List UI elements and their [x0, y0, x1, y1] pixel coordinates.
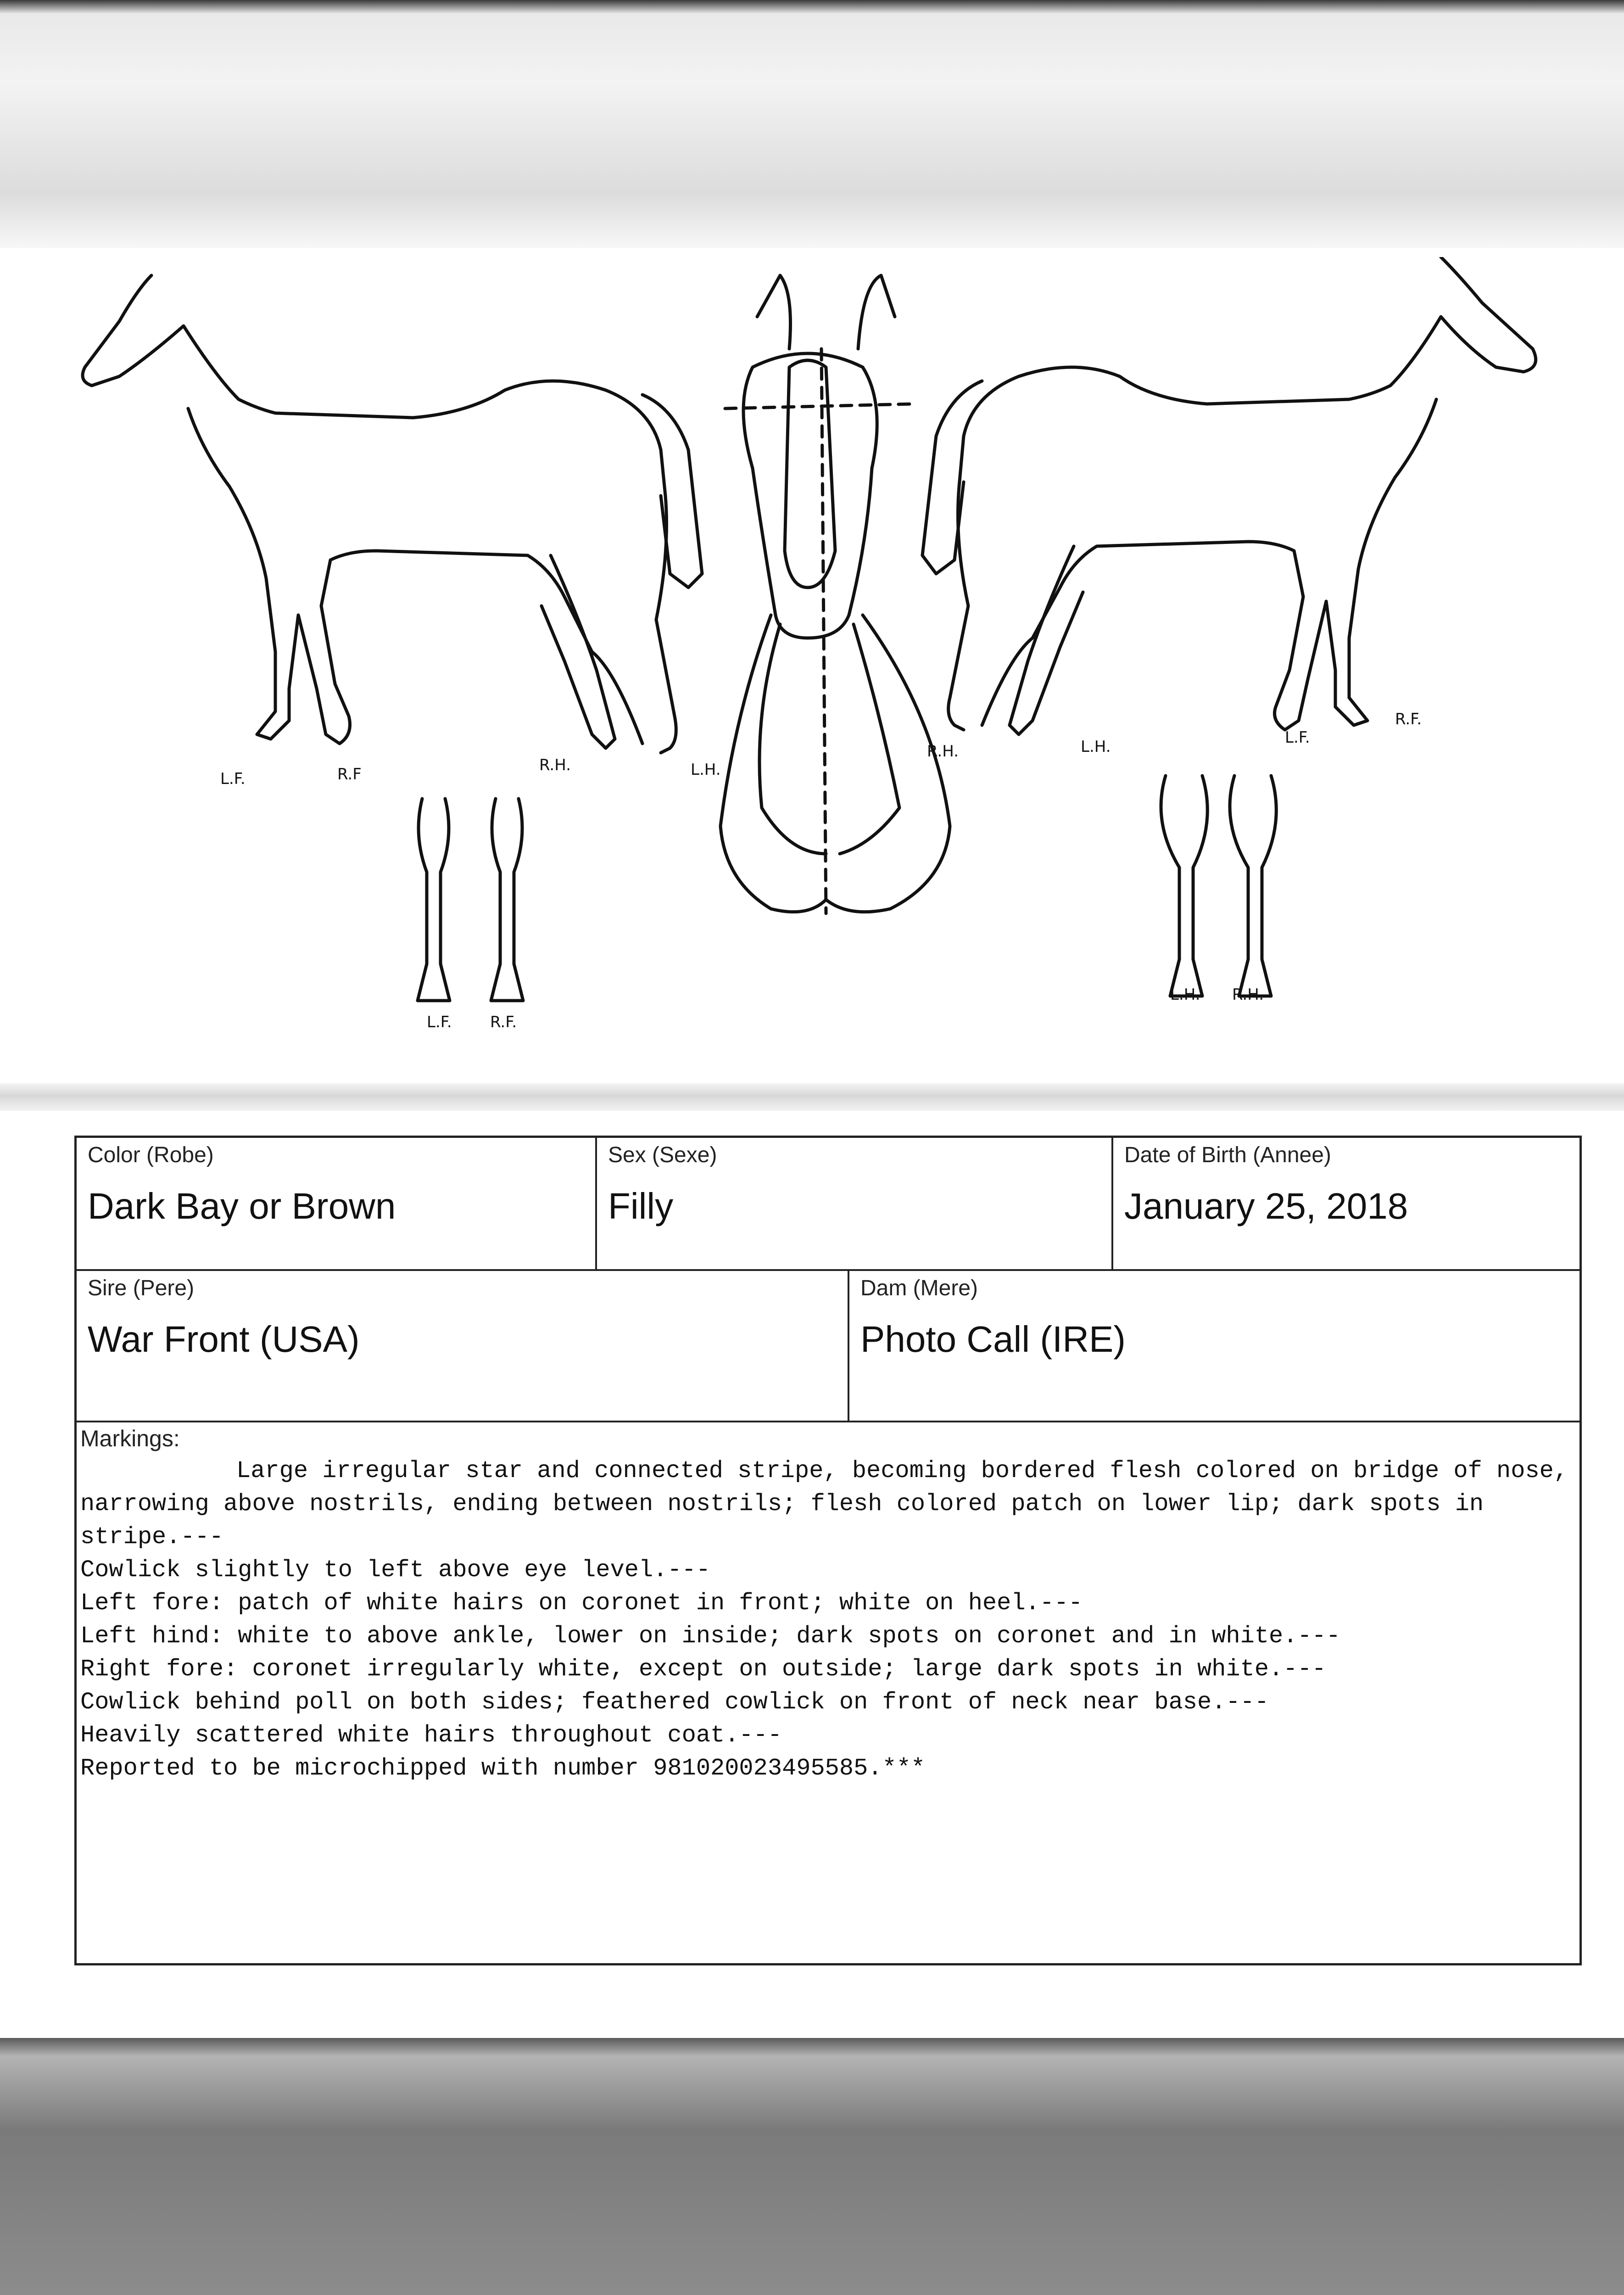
- markings-line: Reported to be microchipped with number 981020023495585.***: [80, 1755, 926, 1782]
- dob-value: January 25, 2018: [1124, 1186, 1408, 1226]
- color-label: Color (Robe): [88, 1143, 214, 1167]
- scanner-bottom-edge: [0, 2038, 1624, 2295]
- scanner-top-edge: [0, 0, 1624, 257]
- markings-line: Left fore: patch of white hairs on coronet in front; white on heel.---: [80, 1590, 1083, 1617]
- sire-label: Sire (Pere): [88, 1276, 195, 1300]
- right-horse-label-lf: L.F.: [1285, 728, 1310, 747]
- front-legs-pair: [418, 799, 523, 1001]
- sex-value: Filly: [608, 1186, 674, 1226]
- right-horse-label-lh: L.H.: [1081, 738, 1111, 756]
- color-value: Dark Bay or Brown: [88, 1186, 396, 1226]
- hind-legs-label-rh: R.H.: [1232, 985, 1264, 1004]
- front-head-stripe: [785, 360, 835, 588]
- hind-legs-label-lh: L.H.: [1170, 985, 1200, 1004]
- left-horse-label-lf: L.F.: [220, 770, 246, 788]
- front-legs-label-rf: R.F.: [490, 1013, 517, 1031]
- horse-identification-form: [74, 1136, 1582, 1965]
- markings-line: Left hind: white to above ankle, lower on inside; dark spots on coronet and in white.---: [80, 1623, 1341, 1650]
- dob-label: Date of Birth (Annee): [1124, 1143, 1331, 1167]
- right-horse-label-rh: R.H.: [927, 742, 959, 761]
- dob-cell: [1111, 1138, 1579, 1269]
- markings-line: Heavily scattered white hairs throughout coat.---: [80, 1722, 782, 1749]
- left-horse-hind-leg: [541, 555, 615, 748]
- front-guide-lines: [725, 349, 913, 913]
- form-row-color-sex-dob: [77, 1138, 1579, 1271]
- sire-cell: [77, 1271, 848, 1421]
- horse-markings-diagram: [0, 257, 1624, 1083]
- left-horse-label-rf: R.F: [337, 765, 362, 784]
- sex-label: Sex (Sexe): [608, 1143, 717, 1167]
- front-neck-chest: [720, 615, 950, 912]
- front-legs-label-lf: L.F.: [427, 1013, 452, 1031]
- dam-value: Photo Call (IRE): [860, 1319, 1126, 1360]
- front-chest-inner: [759, 624, 899, 854]
- markings-label: Markings:: [80, 1426, 180, 1451]
- dam-cell: [848, 1271, 1579, 1421]
- right-horse-hind-leg: [1010, 546, 1083, 734]
- markings-text: [80, 1455, 1572, 1785]
- markings-line: Large irregular star and connected stripe, becoming bordered flesh colored on bridge of nose, narrowing above nostrils, ending between nostrils; flesh colored patch on lower lip; dark spots in stripe.---: [80, 1457, 1568, 1551]
- form-row-sire-dam: [77, 1271, 1579, 1422]
- left-profile-horse: [83, 275, 676, 753]
- markings-line: Cowlick slightly to left above eye level.---: [80, 1556, 711, 1584]
- hind-legs-pair: [1161, 776, 1276, 996]
- markings-section: [77, 1422, 1579, 1964]
- right-profile-horse: [949, 257, 1536, 730]
- dam-label: Dam (Mere): [860, 1276, 978, 1300]
- left-horse-label-lh: L.H.: [691, 761, 721, 779]
- sex-cell: [595, 1138, 1111, 1269]
- color-cell: [77, 1138, 595, 1269]
- paper-fold: [0, 1083, 1624, 1111]
- left-horse-label-rh: R.H.: [539, 756, 571, 774]
- right-horse-label-rf: R.F.: [1395, 710, 1422, 728]
- markings-line: Cowlick behind poll on both sides; feathered cowlick on front of neck near base.---: [80, 1689, 1269, 1716]
- markings-line: Right fore: coronet irregularly white, except on outside; large dark spots in white.---: [80, 1656, 1326, 1683]
- sire-value: War Front (USA): [88, 1319, 360, 1360]
